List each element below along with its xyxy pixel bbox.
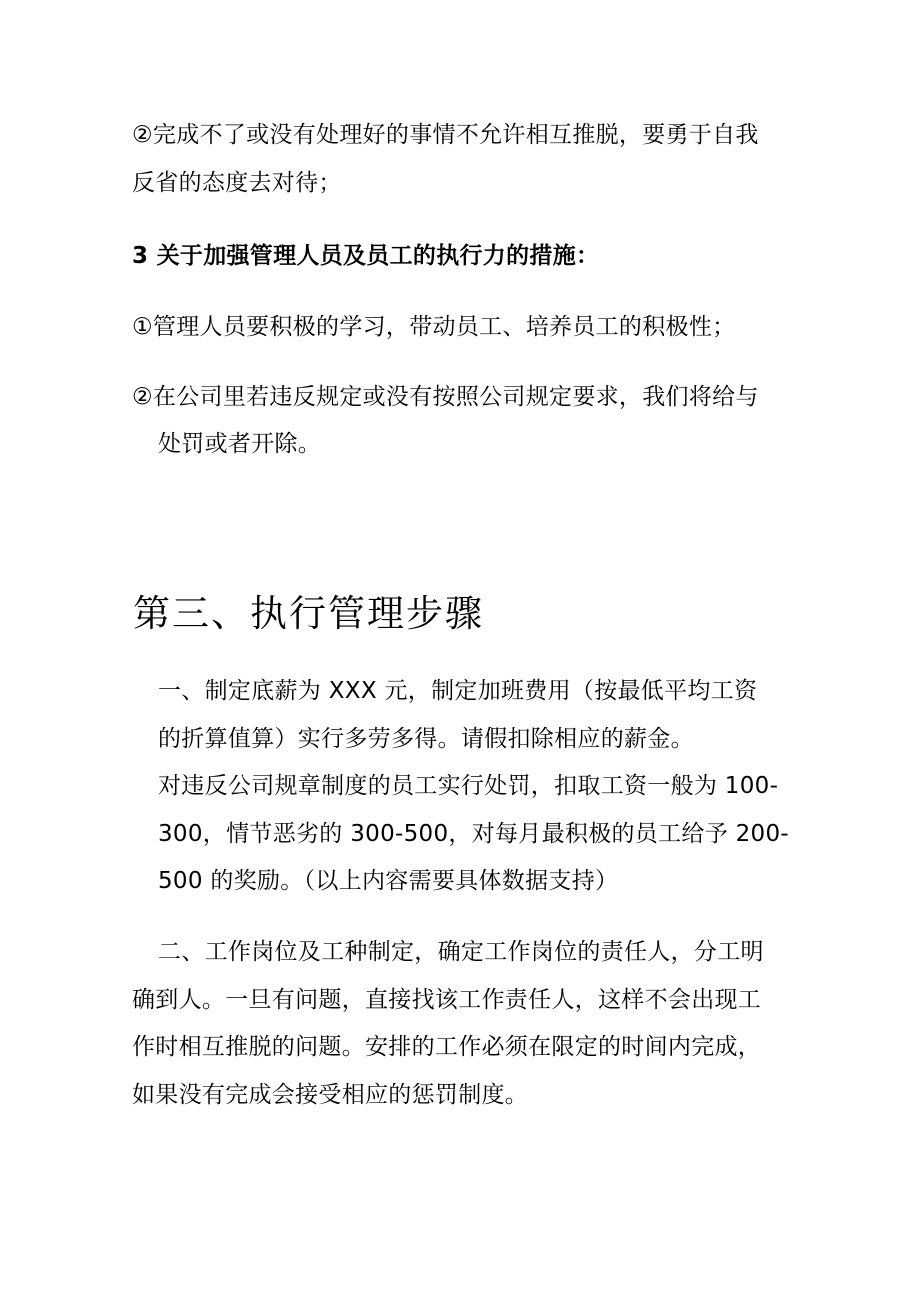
item2-line2: 反省的态度去对待； [132,170,342,196]
measures-subheading: 3 关于加强管理人员及员工的执行力的措施： [132,243,600,269]
section3-title: 第三、执行管理步骤 [133,592,484,635]
item2-line1: ②完成不了或没有处理好的事情不允许相互推脱，要勇于自我 [132,122,759,148]
step2-line2: 确到人。一旦有问题，直接找该工作责任人，这样不会出现工 [132,987,762,1013]
measure2-line1: ②在公司里若违反规定或没有按照公司规定要求，我们将给与 [132,384,759,410]
measure2-line2: 处罚或者开除。 [158,431,322,457]
step1-line3: 对违反公司规章制度的员工实行处罚，扣取工资一般为 100- [158,773,779,799]
step2-line4: 如果没有完成会接受相应的惩罚制度。 [132,1082,529,1108]
step1-line2: 的折算值算）实行多劳多得。请假扣除相应的薪金。 [158,726,694,752]
step1-line5: 500 的奖励。（以上内容需要具体数据支持） [158,868,619,894]
measure1-text: ①管理人员要积极的学习，带动员工、培养员工的积极性； [132,314,736,340]
step1-line1: 一、制定底薪为 XXX 元，制定加班费用（按最低平均工资 [158,678,758,704]
step2-line1: 二、工作岗位及工种制定，确定工作岗位的责任人，分工明 [158,939,764,965]
step1-line4: 300，情节恶劣的 300-500，对每月最积极的员工给予 200- [158,821,790,847]
step2-line3: 作时相互推脱的问题。安排的工作必须在限定的时间内完成， [132,1034,762,1060]
